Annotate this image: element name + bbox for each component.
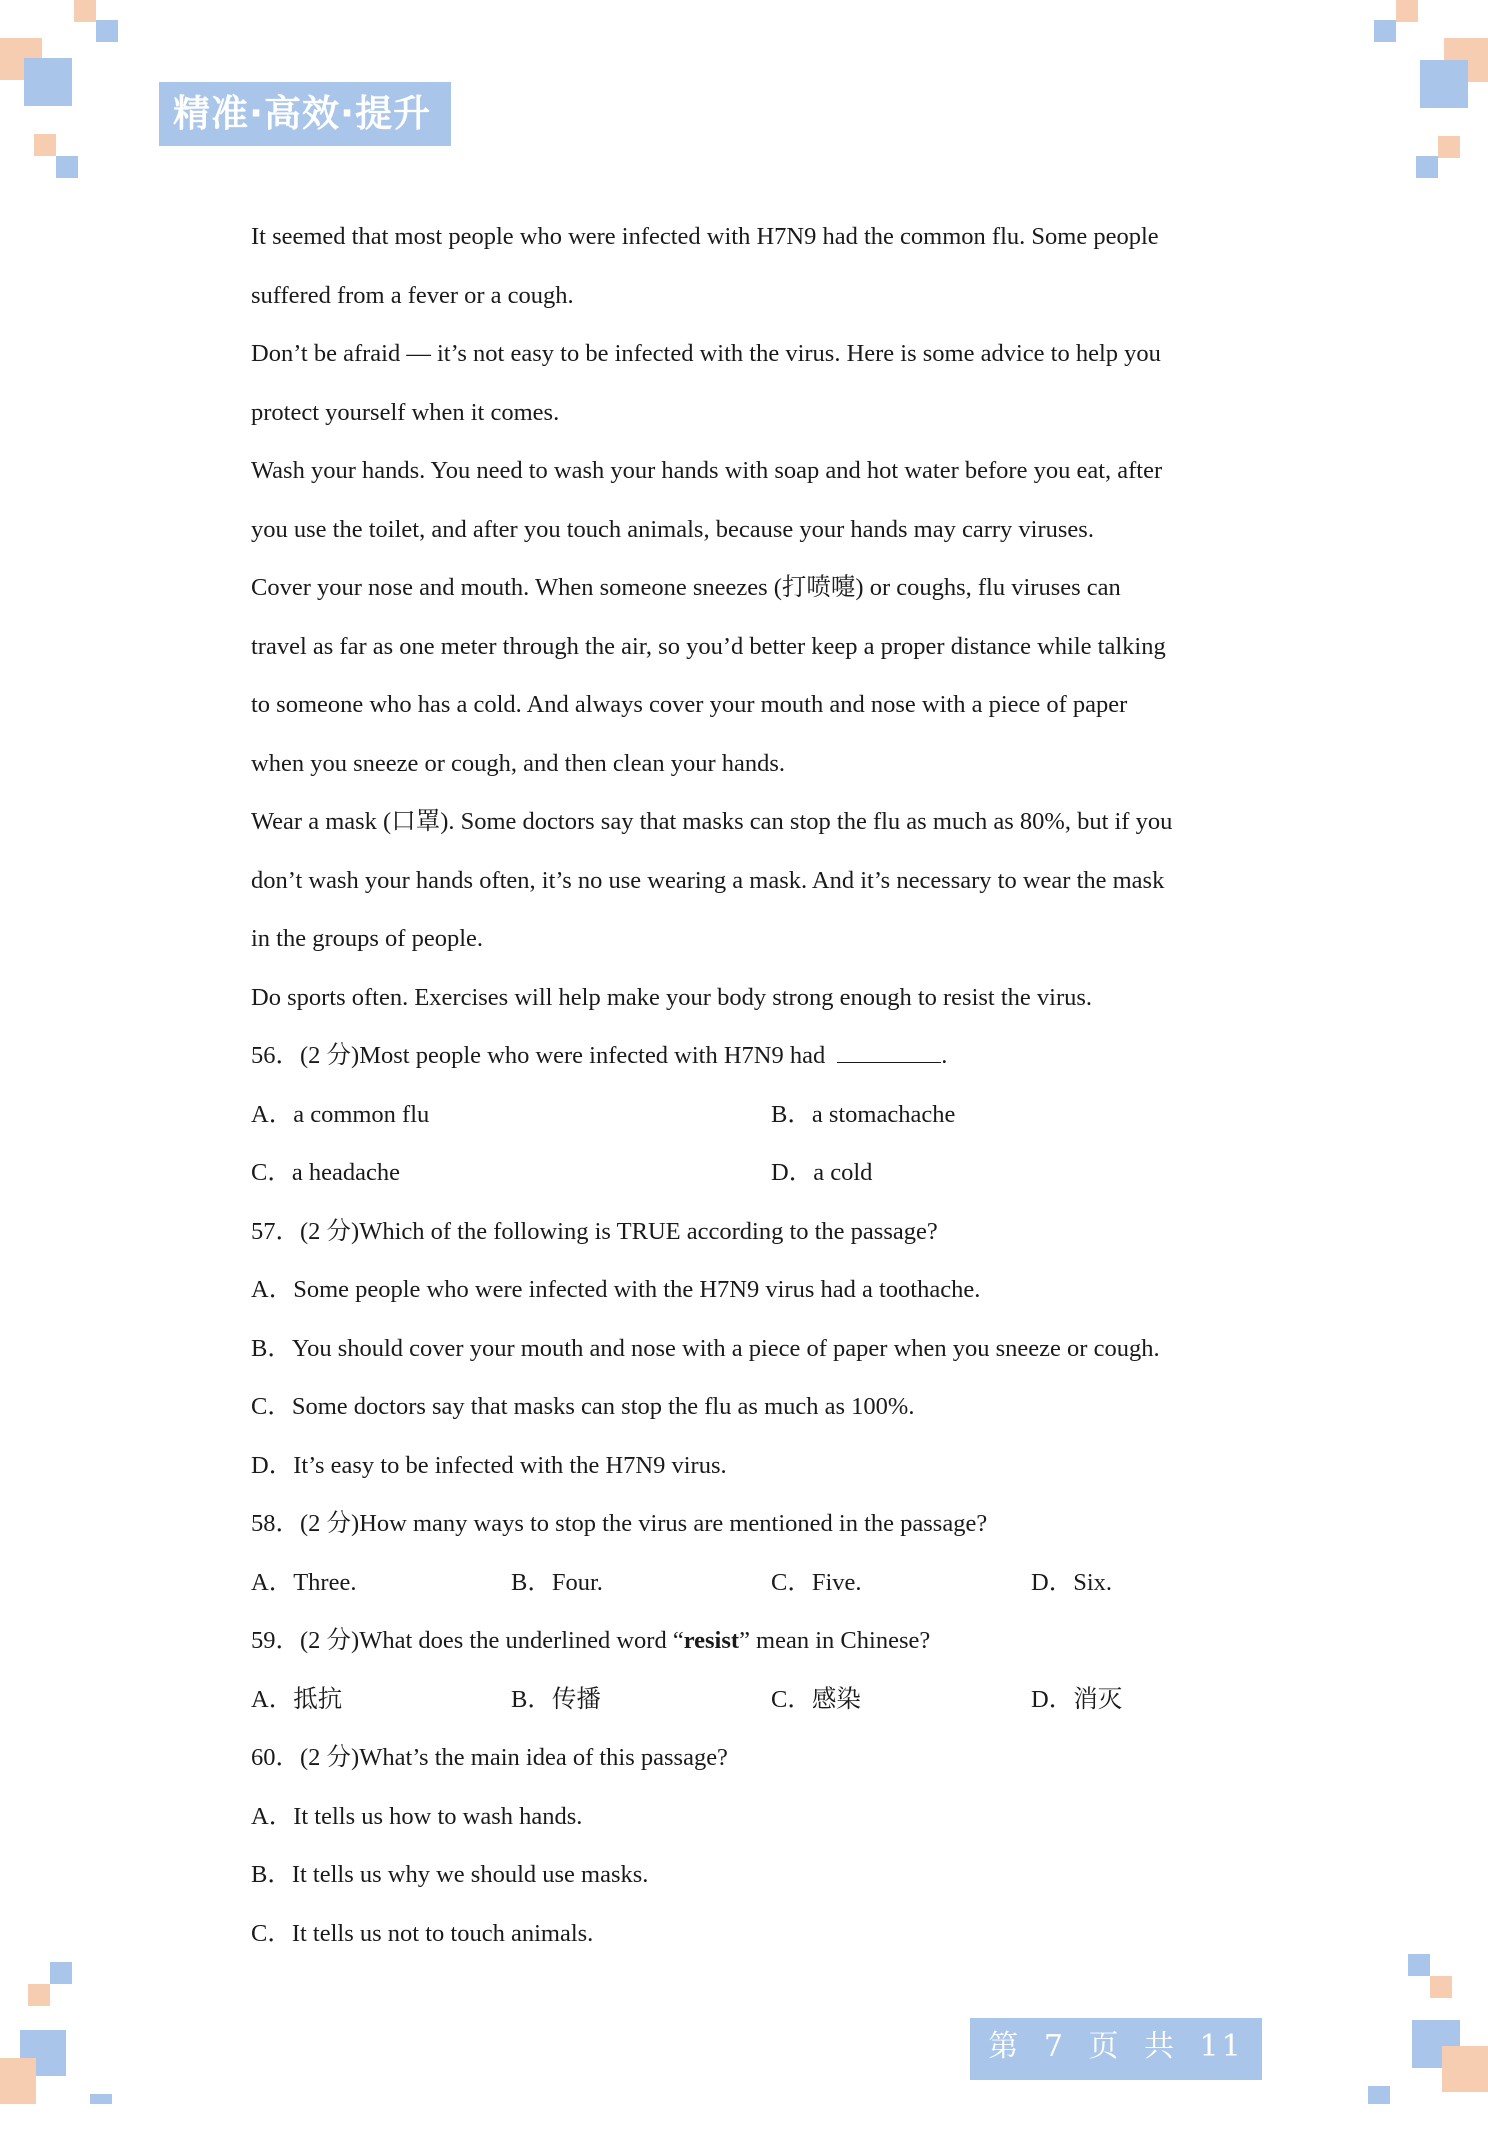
brand-banner: 精准·高效·提升 bbox=[159, 82, 451, 146]
question-stem: 58．(2 分)How many ways to stop the virus are mentioned in the passage? bbox=[251, 1510, 988, 1537]
question-56 bbox=[251, 1027, 1241, 1203]
passage-line: when you sneeze or cough, and then clean your hands. bbox=[251, 749, 786, 777]
reading-passage bbox=[251, 208, 1241, 1027]
option-a[interactable]: A．Some people who were infected with the H7N9 virus had a toothache. bbox=[251, 1276, 981, 1303]
option-b[interactable]: B．Four. bbox=[511, 1568, 603, 1596]
document-body bbox=[251, 208, 1241, 1963]
option-b[interactable]: B．It tells us why we should use masks. bbox=[251, 1861, 649, 1888]
option-d[interactable]: D．Six. bbox=[1031, 1568, 1113, 1596]
question-59 bbox=[251, 1612, 1241, 1729]
passage-line: Wear a mask (口罩). Some doctors say that masks can stop the flu as much as 80%, but if you bbox=[251, 808, 1173, 835]
answer-blank[interactable] bbox=[837, 1042, 941, 1063]
option-a[interactable]: A．抵抗 bbox=[251, 1685, 343, 1713]
question-57 bbox=[251, 1203, 1241, 1496]
question-stem: 57．(2 分)Which of the following is TRUE according to the passage? bbox=[251, 1217, 938, 1245]
passage-line: suffered from a fever or a cough. bbox=[251, 281, 574, 309]
page-number: 第 7 页 共 11 页 bbox=[970, 2018, 1262, 2080]
underlined-word: resist bbox=[683, 1627, 740, 1654]
question-stem: 60．(2 分)What’s the main idea of this passage? bbox=[251, 1744, 728, 1771]
passage-line: you use the toilet, and after you touch animals, because your hands may carry viruses. bbox=[251, 515, 1094, 543]
option-b[interactable]: B．a stomachache bbox=[771, 1100, 956, 1128]
option-b[interactable]: B．传播 bbox=[511, 1685, 601, 1713]
option-d[interactable]: D．消灭 bbox=[1031, 1685, 1123, 1713]
option-c[interactable]: C．Five. bbox=[771, 1568, 862, 1596]
option-a[interactable]: A．It tells us how to wash hands. bbox=[251, 1802, 583, 1830]
passage-line: Don’t be afraid — it’s not easy to be infected with the virus. Here is some advice to help you bbox=[251, 340, 1161, 367]
option-c[interactable]: C．a headache bbox=[251, 1159, 400, 1186]
question-58 bbox=[251, 1495, 1241, 1612]
question-stem: 59．(2 分)What does the underlined word “resist” mean in Chinese? bbox=[251, 1627, 931, 1654]
question-stem: 56．(2 分)Most people who were infected with H7N9 had . bbox=[251, 1042, 948, 1069]
passage-line: don’t wash your hands often, it’s no use wearing a mask. And it’s necessary to wear the mask bbox=[251, 866, 1165, 894]
passage-line: protect yourself when it comes. bbox=[251, 398, 560, 426]
passage-line: Cover your nose and mouth. When someone sneezes (打喷嚏) or coughs, flu viruses can bbox=[251, 574, 1121, 601]
option-a[interactable]: A．Three. bbox=[251, 1568, 357, 1596]
option-c[interactable]: C．感染 bbox=[771, 1685, 861, 1713]
passage-line: in the groups of people. bbox=[251, 925, 484, 952]
passage-line: It seemed that most people who were infected with H7N9 had the common flu. Some people bbox=[251, 223, 1159, 250]
option-c[interactable]: C．It tells us not to touch animals. bbox=[251, 1919, 594, 1947]
option-d[interactable]: D．a cold bbox=[771, 1159, 873, 1186]
question-60 bbox=[251, 1729, 1241, 1963]
passage-line: travel as far as one meter through the air, so you’d better keep a proper distance while talking bbox=[251, 632, 1166, 660]
option-b[interactable]: B．You should cover your mouth and nose with a piece of paper when you sneeze or cough. bbox=[251, 1334, 1160, 1362]
option-d[interactable]: D．It’s easy to be infected with the H7N9 virus. bbox=[251, 1451, 727, 1479]
passage-line: Do sports often. Exercises will help make your body strong enough to resist the virus. bbox=[251, 983, 1093, 1011]
passage-line: Wash your hands. You need to wash your hands with soap and hot water before you eat, after bbox=[251, 457, 1163, 484]
passage-line: to someone who has a cold. And always cover your mouth and nose with a piece of paper bbox=[251, 691, 1128, 718]
option-a[interactable]: A．a common flu bbox=[251, 1100, 430, 1128]
option-c[interactable]: C．Some doctors say that masks can stop the flu as much as 100%. bbox=[251, 1393, 915, 1420]
